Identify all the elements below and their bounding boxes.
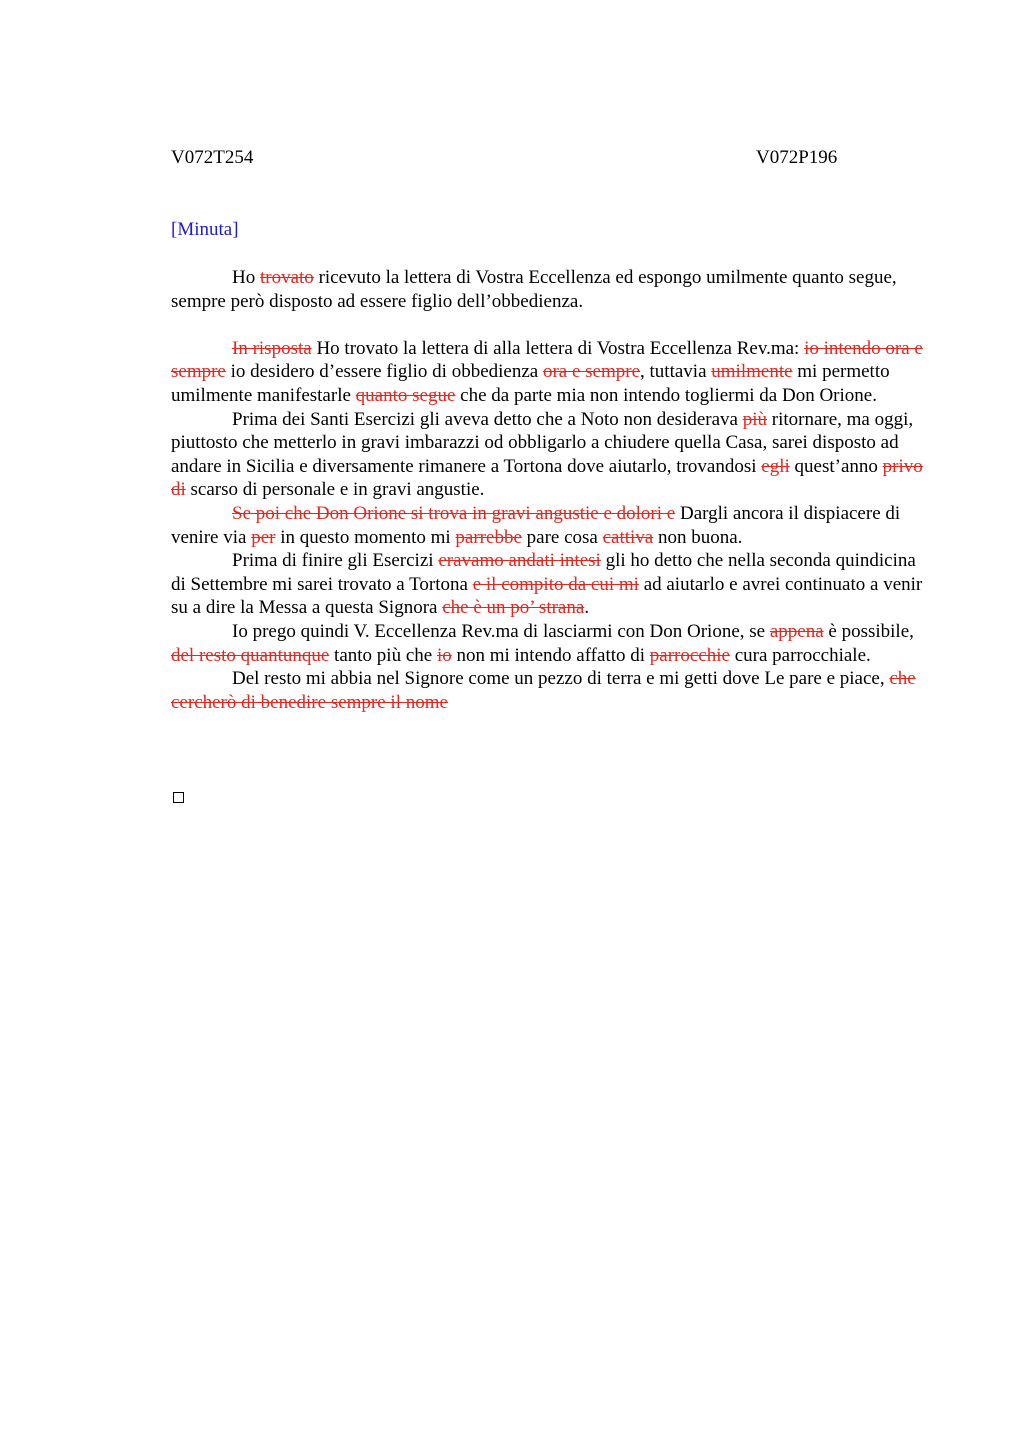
paragraph xyxy=(171,549,931,620)
document-code-right: V072P196 xyxy=(756,147,838,168)
deleted-text: più xyxy=(742,408,767,430)
checkbox-square-icon xyxy=(173,792,184,803)
deleted-text: che è un po’ strana xyxy=(442,597,585,619)
deleted-text: In risposta xyxy=(232,337,312,359)
deleted-text: umilmente xyxy=(711,361,793,383)
text-segment: io desidero d’essere figlio di obbedienza xyxy=(225,361,543,383)
deleted-text: trovato xyxy=(259,267,314,288)
letter-body xyxy=(171,266,931,714)
text-segment: Prima dei Santi Esercizi gli aveva detto che a Noto non desiderava xyxy=(232,408,743,430)
text-segment: ad aiutarlo e avrei continuato a venir su a dire la Messa a questa Signora xyxy=(171,573,923,619)
text-segment: Ho trovato la lettera di alla lettera di Vostra Eccellenza Rev.ma: xyxy=(311,337,805,359)
deleted-text: che cercherò di benedire sempre il nome xyxy=(171,668,916,713)
text-segment: pare cosa xyxy=(521,526,603,548)
text-segment: Dargli ancora il dispiacere di venire via xyxy=(171,502,901,548)
paragraph xyxy=(171,266,931,313)
text-segment: è possibile, xyxy=(823,620,914,642)
text-segment: Del resto mi abbia nel Signore come un pezzo di terra e mi getti dove Le pare e piace, xyxy=(232,668,890,690)
deleted-text: appena xyxy=(769,620,824,642)
text-segment: che da parte mia non intendo togliermi da Don Orione. xyxy=(455,384,877,406)
deleted-text: ora e sempre xyxy=(542,361,641,383)
minuta-label: [Minuta] xyxy=(171,219,239,240)
deleted-text: parrebbe xyxy=(455,526,522,548)
text-segment: in questo momento mi xyxy=(275,526,456,548)
text-segment: ritornare, ma oggi, piuttosto che metterlo in gravi imbarazzi od obbligarlo a chiudere quella Casa, sarei disposto ad andare in Sicilia e diversamente rimanere a Tortona dove aiutarlo, trovandosi xyxy=(171,408,914,477)
deleted-text: del resto quantunque xyxy=(171,644,330,666)
deleted-text: io intendo ora e sempre xyxy=(171,337,923,383)
text-segment: Io prego quindi V. Eccellenza Rev.ma di lasciarmi con Don Orione, se xyxy=(232,620,770,642)
deleted-text: eravamo andati intesi xyxy=(438,550,601,572)
text-segment: tanto più che xyxy=(329,644,437,666)
deleted-text: privo di xyxy=(171,455,923,501)
text-segment: quest’anno xyxy=(789,455,883,477)
paragraph xyxy=(171,667,931,714)
text-segment: gli ho detto che nella seconda quindicina di Settembre mi sarei trovato a Tortona xyxy=(171,550,916,595)
text-segment: , tuttavia xyxy=(640,361,712,383)
deleted-text: Se poi che Don Orione si trova in gravi angustie e dolori e xyxy=(232,502,676,524)
text-segment: Prima di finire gli Esercizi xyxy=(232,550,439,572)
text-segment: cura parrocchiale. xyxy=(729,644,871,666)
text-segment: ricevuto la lettera di Vostra Eccellenza ed espongo umilmente quanto segue, sempre però disposto ad essere figlio dell’obbedienza. xyxy=(171,267,897,312)
text-segment: non buona. xyxy=(653,526,743,548)
deleted-text: quanto segue xyxy=(355,384,456,406)
deleted-text: e il compito da cui mi xyxy=(472,573,639,595)
document-code-left: V072T254 xyxy=(171,147,254,168)
deleted-text: io xyxy=(436,644,452,666)
deleted-text: per xyxy=(251,526,276,548)
text-segment: . xyxy=(584,597,590,619)
text-segment: Ho xyxy=(232,267,260,288)
deleted-text: egli xyxy=(761,455,790,477)
deleted-text: cattiva xyxy=(602,526,654,548)
deleted-text: parrocchie xyxy=(649,644,730,666)
text-segment: mi permetto umilmente manifestarle xyxy=(171,361,890,406)
paragraph xyxy=(171,502,931,549)
text-segment: scarso di personale e in gravi angustie. xyxy=(185,479,485,501)
text-segment: non mi intendo affatto di xyxy=(451,644,650,666)
paragraph xyxy=(171,620,931,667)
paragraph xyxy=(171,337,931,408)
paragraph xyxy=(171,408,931,502)
